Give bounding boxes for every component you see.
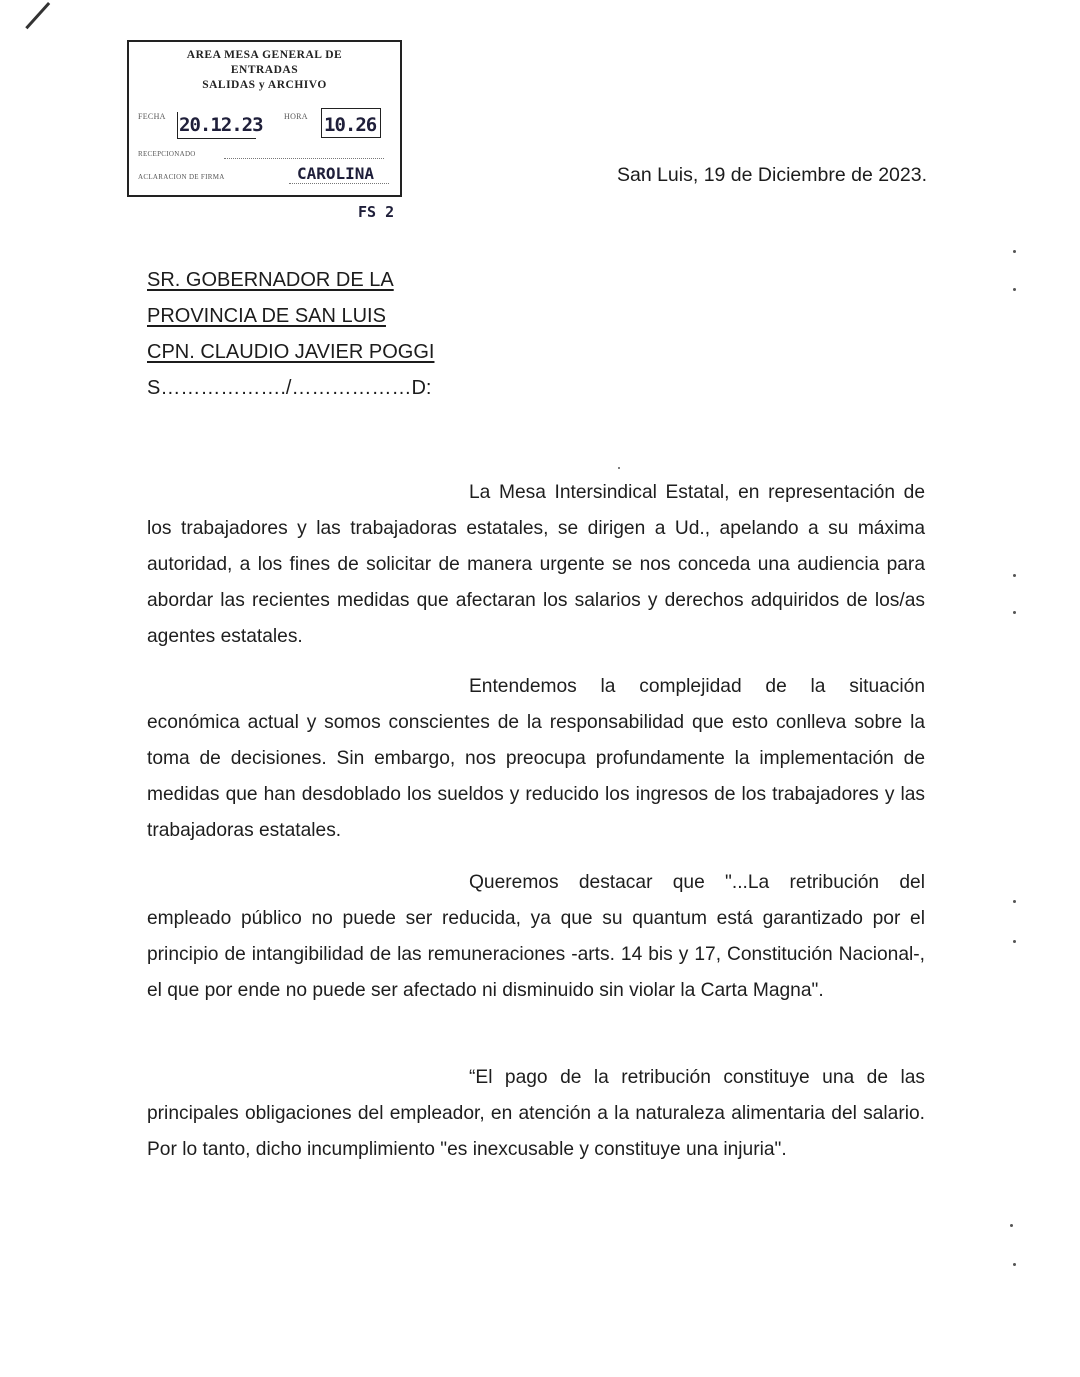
scan-speck (1013, 940, 1016, 943)
addressee-name: CPN. CLAUDIO JAVIER POGGI (147, 341, 435, 363)
paragraph-text: “El pago de la retribución constituye una de las principales obligaciones del empleador, en atención a la naturaleza alimentaria del salario. Por lo tanto, dicho incumplimiento "es inexcusable y constituye una injuria". (147, 1067, 925, 1160)
scan-speck (618, 467, 620, 469)
stamp-dotted-line (289, 183, 389, 184)
scan-speck (1010, 1224, 1013, 1227)
body-paragraph-4 (147, 1060, 925, 1168)
addressee-sd: S………………./………………D: (147, 377, 432, 399)
place-date: San Luis, 19 de Diciembre de 2023. (616, 164, 927, 186)
paragraph-text: Queremos destacar que "...La retribución del empleado público no puede ser reducida, ya que su quantum está garantizado por el principio de intangibilidad de las remuneraciones -arts. 14 bis y 17, Constitución Nacional-, el que por ende no puede ser afectado ni disminuido sin violar la Carta Magna". (147, 872, 925, 1001)
scan-speck (1013, 1263, 1016, 1266)
stamp-reception-label: RECEPCIONADO (138, 150, 196, 158)
scan-speck (1013, 900, 1016, 903)
stamp-dotted-line (224, 158, 384, 159)
stamp-title (129, 48, 400, 93)
stamp-hora-label: HORA (284, 112, 308, 121)
scan-speck (1013, 611, 1016, 614)
body-paragraph-2 (147, 669, 925, 849)
scan-speck (1013, 574, 1016, 577)
stamp-title-line: AREA MESA GENERAL DE (186, 49, 343, 61)
scan-speck (1013, 288, 1016, 291)
body-paragraph-1 (147, 475, 925, 655)
stamp-firma-label: ACLARACION DE FIRMA (138, 173, 225, 181)
stamp-title-line: ENTRADAS (230, 64, 299, 76)
paragraph-text: Entendemos la complejidad de la situación económica actual y somos conscientes de la responsabilidad que esto conlleva sobre la toma de decisiones. Sin embargo, nos preocupa profundamente la implementación de medidas que han desdoblado los sueldos y reducido los ingresos de los trabajadores y las trabajadoras estatales. (147, 676, 925, 841)
folio-mark: FS 2 (358, 203, 395, 221)
stamp-fecha-label: FECHA (138, 112, 166, 121)
stamp-fecha-value: 20.12.23 (179, 114, 263, 136)
corner-pen-mark (25, 2, 50, 29)
addressee-block (147, 262, 434, 406)
stamp-hora-value: 10.26 (324, 114, 377, 136)
addressee-title: SR. GOBERNADOR DE LA (147, 269, 394, 291)
paragraph-text: La Mesa Intersindical Estatal, en representación de los trabajadores y las trabajadoras estatales, se dirigen a Ud., apelando a su máxima autoridad, a los fines de solicitar de manera urgente se nos conceda una audiencia para abordar las recientes medidas que afectaran los salarios y derechos adquiridos de los/as agentes estatales. (147, 482, 925, 647)
stamp-firma-value: CAROLINA (297, 164, 375, 183)
reception-stamp (127, 40, 402, 197)
addressee-province: PROVINCIA DE SAN LUIS (147, 305, 386, 327)
scan-speck (1013, 250, 1016, 253)
body-paragraph-3 (147, 865, 925, 1009)
stamp-title-line: SALIDAS y ARCHIVO (202, 79, 327, 91)
